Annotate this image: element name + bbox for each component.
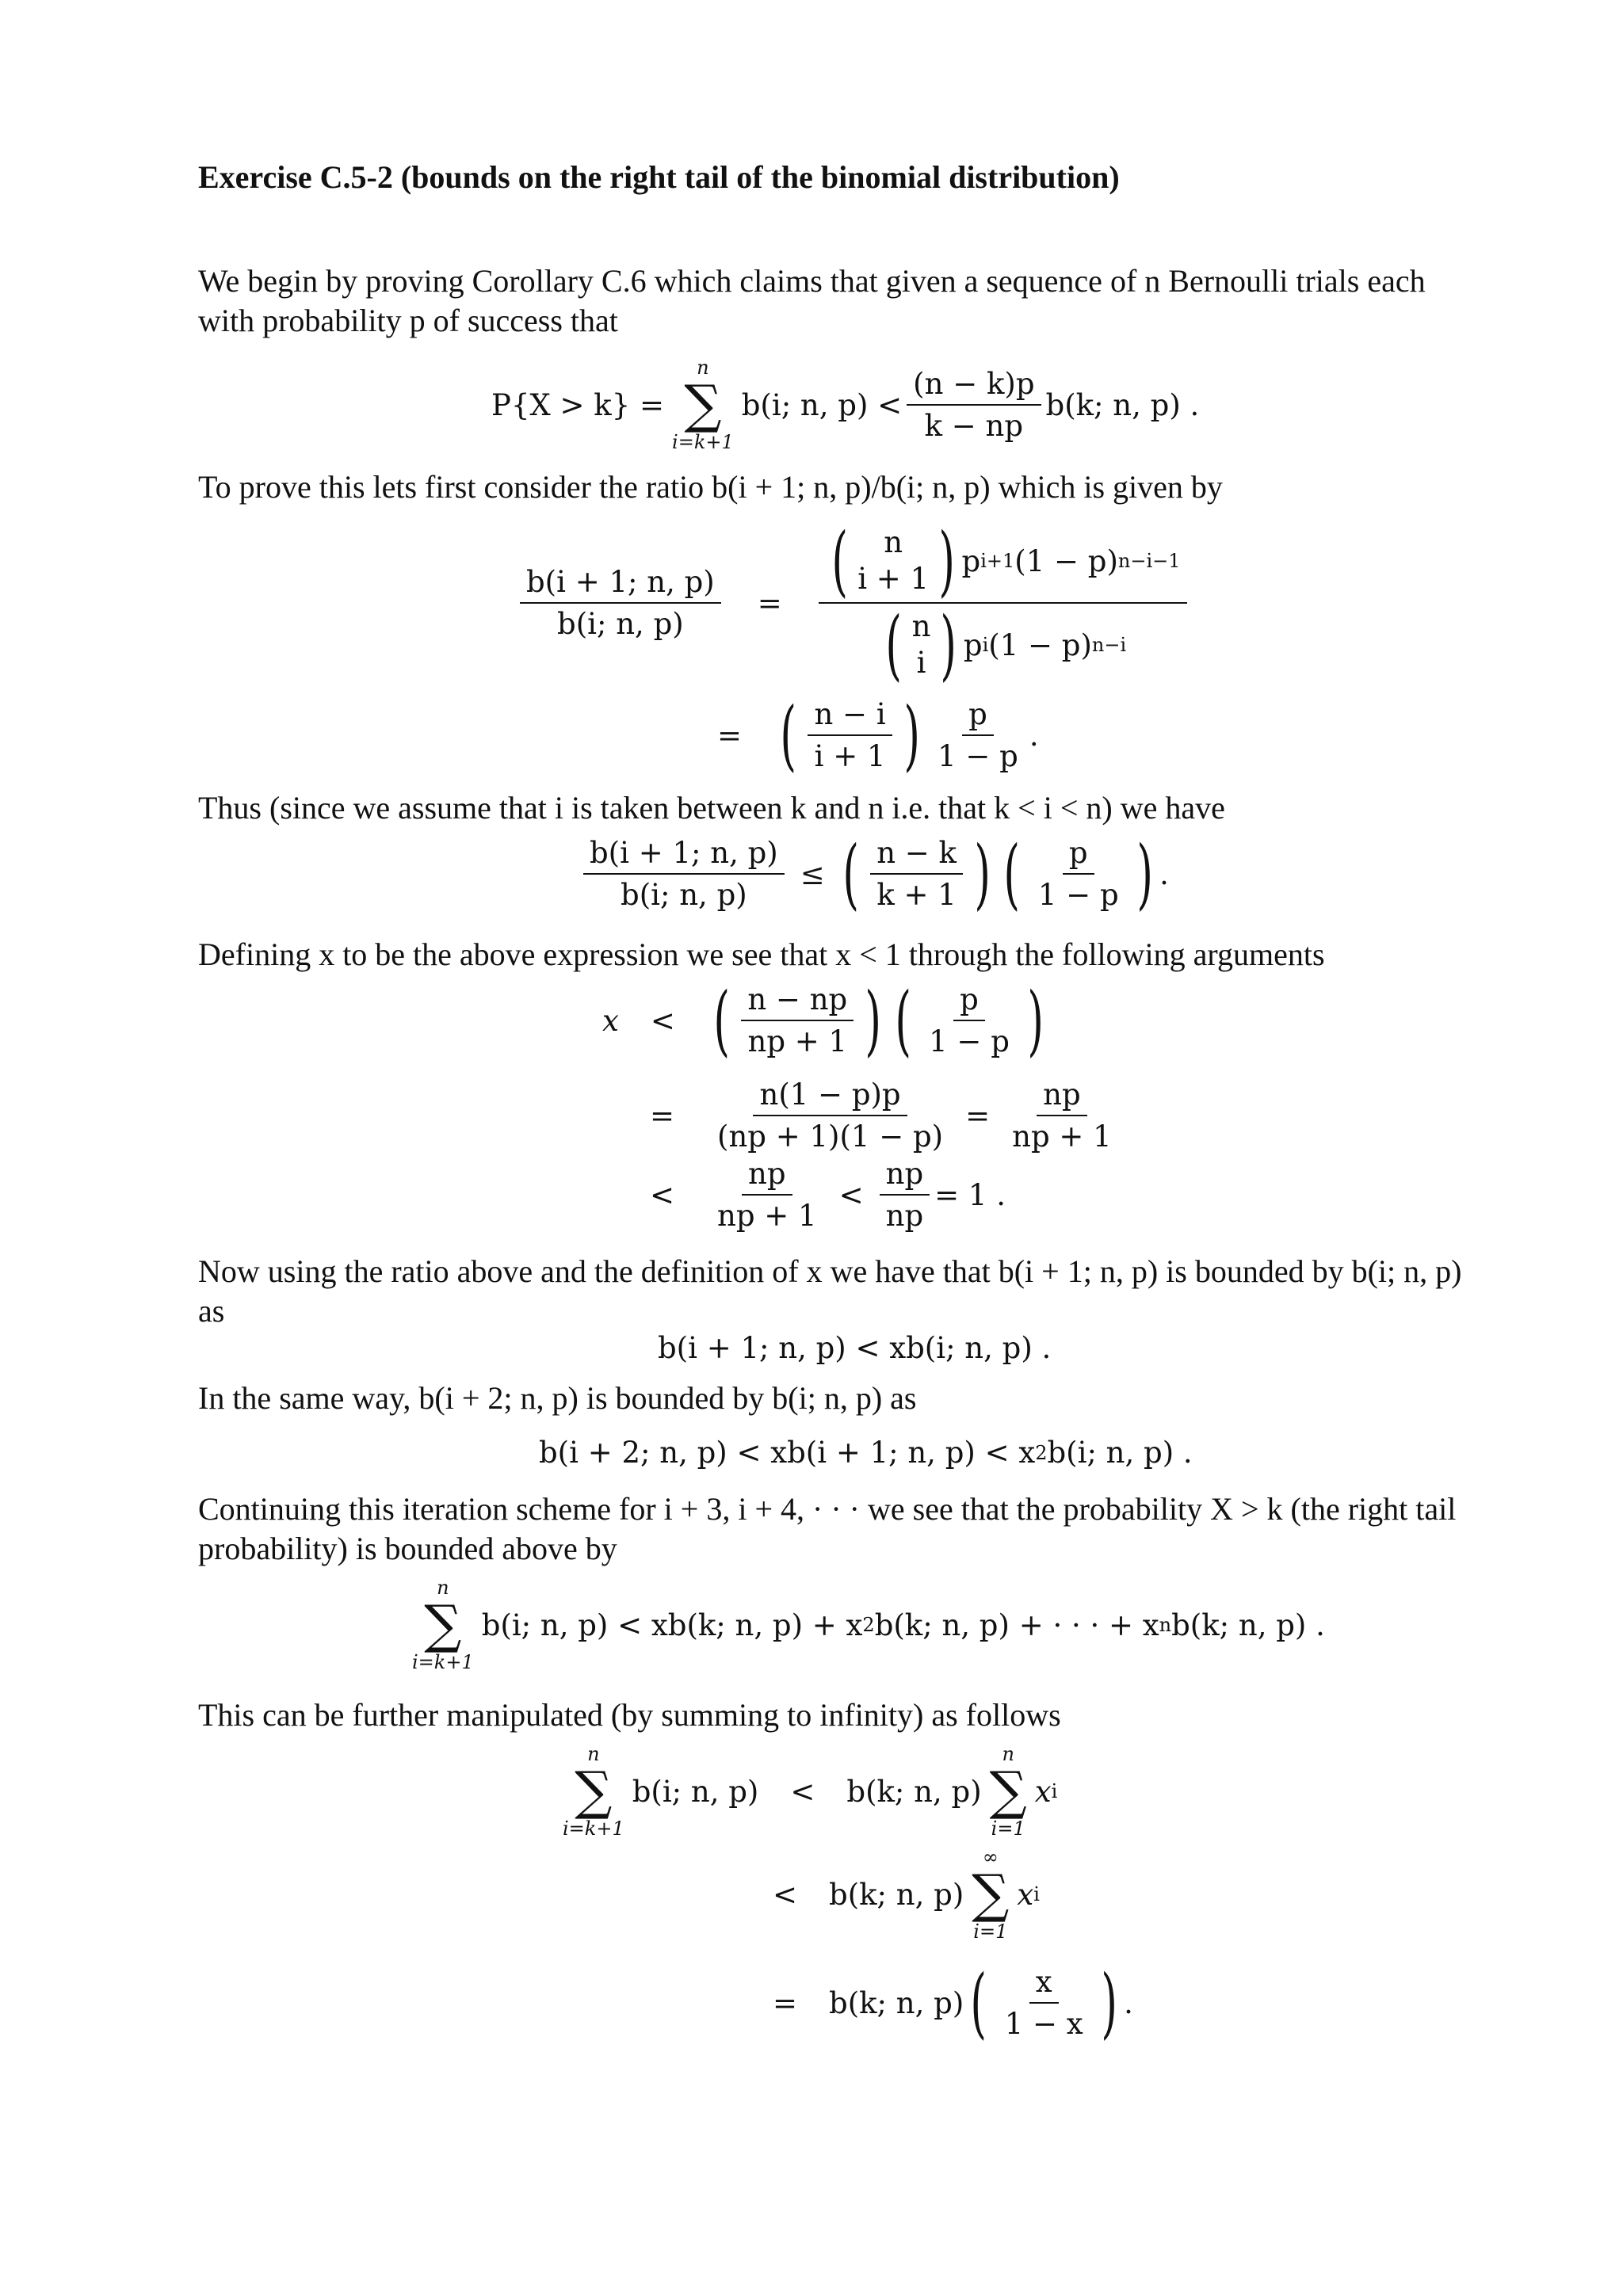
period: . bbox=[1159, 856, 1169, 891]
denominator: 1 − p bbox=[938, 739, 1018, 773]
equation-x-bound-line2 bbox=[642, 1077, 1123, 1154]
paragraph-thus: Thus (since we assume that i is taken between k and n i.e. that k < i < n) we have bbox=[198, 790, 1225, 826]
paragraph-same-way: In the same way, b(i + 2; n, p) is bounded by b(i; n, p) as bbox=[198, 1380, 917, 1416]
paragraph-ratio: To prove this lets first consider the ratio b(i + 1; n, p)/b(i; n, p) which is given by bbox=[198, 469, 1223, 505]
denominator: i + 1 bbox=[814, 739, 886, 773]
fraction bbox=[931, 697, 1025, 773]
paragraph-summing-infinity: This can be further manipulated (by summing to infinity) as follows bbox=[198, 1697, 1061, 1733]
denominator: 1 − p bbox=[1037, 878, 1119, 912]
fraction bbox=[741, 982, 854, 1058]
numerator: p bbox=[1063, 836, 1094, 875]
sum-lower-limit: i=k+1 bbox=[672, 431, 734, 453]
period: . bbox=[1029, 718, 1039, 753]
exponent: 2 bbox=[862, 1614, 875, 1636]
sum-upper-limit: ∞ bbox=[982, 1846, 999, 1868]
denominator: k + 1 bbox=[876, 878, 957, 912]
summation-symbol: n ∑ i=1 bbox=[989, 1743, 1027, 1840]
summation-symbol: n ∑ i=k+1 bbox=[672, 357, 734, 453]
eq1-lhs: P{X > k} = bbox=[491, 387, 665, 422]
less-than-sign: < bbox=[838, 1177, 864, 1212]
parenthesized-fraction: ( $\frac{n - i}{i + 1}$ ) bbox=[780, 691, 920, 780]
equals-one: = 1 . bbox=[934, 1177, 1006, 1212]
sum-upper-limit: n bbox=[697, 357, 709, 379]
fraction bbox=[819, 517, 1187, 689]
paragraph-intro: We begin by proving Corollary C.6 which claims that given a sequence of n Bernoulli trials each with probability p of success that bbox=[198, 263, 1426, 338]
eq6-part-a: b(i + 2; n, p) < xb(i + 1; n, p) < x bbox=[539, 1436, 1036, 1470]
sum-lower-limit: i=1 bbox=[973, 1920, 1008, 1943]
numerator: n(1 − p)p bbox=[753, 1077, 907, 1116]
fraction bbox=[907, 367, 1041, 443]
binomial-coefficient: ( n i + 1 ) bbox=[831, 517, 956, 605]
binom-bottom: i bbox=[916, 646, 926, 680]
sum-upper-limit: n bbox=[437, 1577, 449, 1599]
equation-infinite-sum-line1 bbox=[555, 1743, 1057, 1840]
exponent: 2 bbox=[1035, 1441, 1048, 1464]
eq7-body3: b(k; n, p) . bbox=[1171, 1608, 1325, 1642]
equals-sign: = bbox=[757, 585, 782, 620]
fraction bbox=[711, 1157, 823, 1233]
numerator: n − i bbox=[808, 697, 892, 736]
variable-x: x bbox=[1017, 1877, 1034, 1912]
exponent: i bbox=[1051, 1780, 1058, 1802]
numerator: p bbox=[953, 982, 985, 1021]
eq7-body2: b(k; n, p) + · · · + x bbox=[874, 1608, 1159, 1642]
exponent: n bbox=[1159, 1614, 1172, 1636]
numerator: np bbox=[742, 1157, 792, 1196]
less-than-sign: < bbox=[773, 1877, 798, 1912]
exponent: i+1 bbox=[980, 550, 1015, 572]
eq1-tail: b(k; n, p) . bbox=[1045, 387, 1200, 422]
denominator: 1 − p bbox=[929, 1024, 1010, 1058]
denominator: k − np bbox=[924, 409, 1024, 443]
summation-symbol: n ∑ i=k+1 bbox=[412, 1577, 474, 1673]
equation-ratio-bound bbox=[579, 830, 1169, 918]
numerator: n − k bbox=[870, 836, 963, 875]
less-than-sign: < bbox=[790, 1774, 815, 1809]
equation-tail-bound bbox=[404, 1577, 1325, 1673]
parenthesized-fraction: ( $\frac{p}{1 - p}$ ) bbox=[1003, 830, 1153, 918]
numerator: x bbox=[1029, 1965, 1059, 2004]
equation-ratio-simplified bbox=[717, 691, 1039, 780]
denominator: b(i; n, p) bbox=[557, 607, 684, 641]
equation-infinite-sum-line3 bbox=[773, 1958, 1133, 2047]
denominator: np bbox=[885, 1199, 924, 1233]
denominator: np + 1 bbox=[1012, 1119, 1112, 1154]
numerator: b(i + 1; n, p) bbox=[583, 836, 785, 875]
variable-x: x bbox=[602, 1003, 619, 1038]
eq8-rhs: b(k; n, p) bbox=[829, 1985, 964, 2020]
sum-lower-limit: i=k+1 bbox=[412, 1651, 474, 1673]
equals-sign: = bbox=[717, 718, 743, 753]
eq6-part-b: b(i; n, p) . bbox=[1047, 1436, 1193, 1470]
parenthesized-fraction: ( $\frac{x}{1 - x}$ ) bbox=[970, 1958, 1117, 2047]
sum-lower-limit: i=1 bbox=[991, 1817, 1025, 1840]
parenthesized-fraction: ( $\frac{p}{1 - p}$ ) bbox=[895, 976, 1044, 1065]
binom-top: n bbox=[911, 609, 931, 643]
exercise-title: Exercise C.5-2 (bounds on the right tail of the binomial distribution) bbox=[198, 159, 1120, 195]
numerator: b(i + 1; n, p) bbox=[520, 565, 721, 604]
fraction bbox=[520, 565, 721, 641]
denominator: b(i; n, p) bbox=[621, 878, 747, 912]
summation-symbol: n ∑ i=k+1 bbox=[563, 1743, 624, 1840]
numerator: np bbox=[880, 1157, 930, 1196]
equals-sign: = bbox=[773, 1985, 798, 2020]
summation-symbol: ∞ ∑ i=1 bbox=[972, 1846, 1010, 1943]
sum-upper-limit: n bbox=[1002, 1743, 1014, 1765]
equation-x-bound-line1 bbox=[602, 976, 1050, 1065]
denominator: np + 1 bbox=[747, 1024, 848, 1058]
paragraph-defining-x: Defining x to be the above expression we see that x < 1 through the following arguments bbox=[198, 936, 1325, 972]
eq8-rhs: b(k; n, p) bbox=[846, 1774, 982, 1809]
fraction bbox=[808, 697, 892, 773]
sum-upper-limit: n bbox=[587, 1743, 600, 1765]
denominator bbox=[873, 601, 1132, 689]
numerator: n − np bbox=[741, 982, 854, 1021]
sum-lower-limit: i=k+1 bbox=[563, 1817, 624, 1840]
fraction bbox=[1006, 1077, 1118, 1154]
fraction bbox=[922, 982, 1016, 1058]
denominator: np + 1 bbox=[717, 1199, 817, 1233]
equation-b-i-plus-1: b(i + 1; n, p) < xb(i; n, p) . bbox=[658, 1331, 1052, 1365]
leq-sign: ≤ bbox=[800, 856, 825, 891]
equals-sign: = bbox=[965, 1098, 991, 1133]
paragraph-now-using: Now using the ratio above and the definition of x we have that b(i + 1; n, p) is bounded by b(i; n, p) as bbox=[198, 1253, 1462, 1329]
eq8-rhs: b(k; n, p) bbox=[829, 1877, 964, 1912]
numerator bbox=[819, 517, 1187, 605]
numerator: (n − k)p bbox=[907, 367, 1041, 406]
term: p bbox=[963, 627, 983, 662]
equation-corollary-c6 bbox=[491, 357, 1199, 453]
binom-top: n bbox=[884, 525, 903, 559]
fraction bbox=[999, 1965, 1090, 2041]
exponent: n−i−1 bbox=[1117, 550, 1181, 572]
less-than-sign: < bbox=[650, 1177, 675, 1212]
eq1-body: b(i; n, p) < bbox=[741, 387, 903, 422]
binom-bottom: i + 1 bbox=[857, 562, 930, 596]
binomial-coefficient: ( n i ) bbox=[885, 601, 957, 689]
equation-b-i-plus-2 bbox=[539, 1436, 1193, 1470]
period: . bbox=[1124, 1985, 1133, 2020]
equation-x-bound-line3 bbox=[642, 1157, 1006, 1233]
fraction bbox=[583, 836, 785, 912]
equals-sign: = bbox=[650, 1098, 675, 1133]
fraction bbox=[880, 1157, 930, 1233]
denominator: 1 − x bbox=[1004, 2007, 1083, 2041]
term: (1 − p) bbox=[988, 627, 1092, 662]
parenthesized-fraction: ( $\frac{n - np}{np + 1}$ ) bbox=[713, 976, 882, 1065]
exponent: n−i bbox=[1091, 634, 1127, 656]
parenthesized-fraction: ( $\frac{n - k}{k + 1}$ ) bbox=[842, 830, 991, 918]
exponent: i bbox=[982, 634, 989, 656]
less-than-sign: < bbox=[650, 1003, 675, 1038]
term: p bbox=[961, 543, 981, 578]
eq7-body: b(i; n, p) < xb(k; n, p) + x bbox=[481, 1608, 863, 1642]
fraction bbox=[870, 836, 963, 912]
numerator: p bbox=[962, 697, 994, 736]
fraction bbox=[711, 1077, 949, 1154]
denominator: (np + 1)(1 − p) bbox=[717, 1119, 944, 1154]
eq8-lhs: b(i; n, p) bbox=[632, 1774, 759, 1809]
term: (1 − p) bbox=[1014, 543, 1118, 578]
equation-ratio-binomial bbox=[515, 517, 1192, 689]
numerator: np bbox=[1037, 1077, 1087, 1116]
variable-x: x bbox=[1034, 1774, 1052, 1809]
exponent: i bbox=[1033, 1883, 1040, 1905]
equation-infinite-sum-line2 bbox=[773, 1846, 1040, 1943]
fraction bbox=[1032, 836, 1125, 912]
paragraph-continuing: Continuing this iteration scheme for i + 3, i + 4, · · · we see that the probability X > k (the right tail probability) is bounded above by bbox=[198, 1491, 1457, 1566]
